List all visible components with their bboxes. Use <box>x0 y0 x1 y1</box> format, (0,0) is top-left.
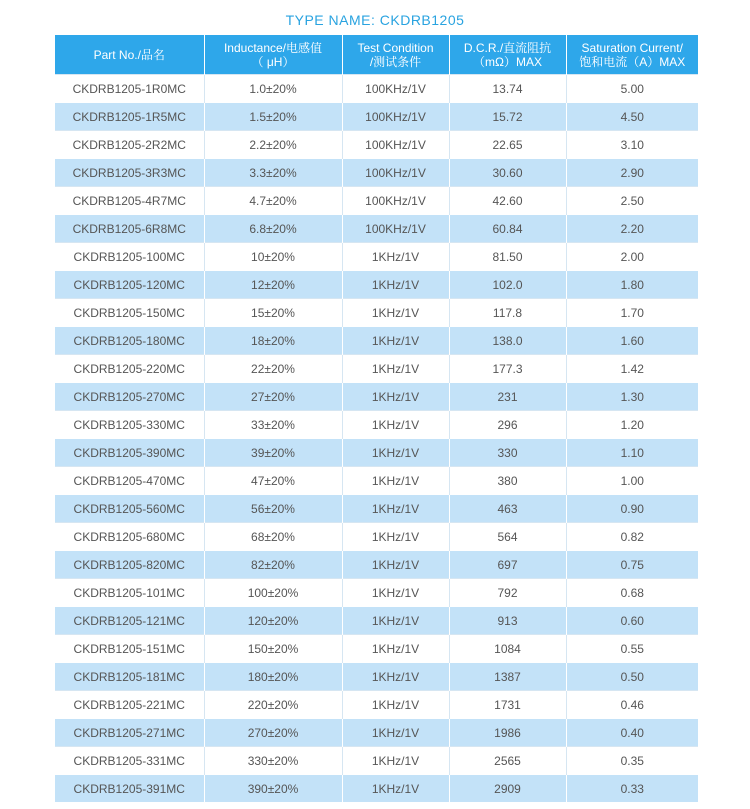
dcr-cell: 1084 <box>449 635 566 663</box>
test-condition-cell: 1KHz/1V <box>342 495 449 523</box>
saturation-current-cell: 0.82 <box>566 523 698 551</box>
table-row <box>55 327 698 355</box>
dcr-cell: 138.0 <box>449 327 566 355</box>
header-line: （mΩ）MAX <box>473 54 542 69</box>
header-test-condition <box>342 35 449 75</box>
dcr-cell: 296 <box>449 411 566 439</box>
inductance-cell: 120±20% <box>204 607 342 635</box>
dcr-cell: 1387 <box>449 663 566 691</box>
saturation-current-cell: 0.68 <box>566 579 698 607</box>
test-condition-cell: 1KHz/1V <box>342 411 449 439</box>
saturation-current-cell: 2.90 <box>566 159 698 187</box>
table-row <box>55 691 698 719</box>
test-condition-cell: 100KHz/1V <box>342 103 449 131</box>
test-condition-cell: 100KHz/1V <box>342 75 449 103</box>
dcr-cell: 2909 <box>449 775 566 803</box>
saturation-current-cell: 1.30 <box>566 383 698 411</box>
saturation-current-cell: 3.10 <box>566 131 698 159</box>
header-line: （ μH） <box>251 54 295 69</box>
dcr-cell: 15.72 <box>449 103 566 131</box>
test-condition-cell: 1KHz/1V <box>342 355 449 383</box>
dcr-cell: 22.65 <box>449 131 566 159</box>
dcr-cell: 330 <box>449 439 566 467</box>
spec-table <box>55 35 698 802</box>
test-condition-cell: 1KHz/1V <box>342 579 449 607</box>
part-no-cell: CKDRB1205-150MC <box>55 299 204 327</box>
page-title: TYPE NAME: CKDRB1205 <box>285 12 465 28</box>
part-no-cell: CKDRB1205-6R8MC <box>55 215 204 243</box>
inductance-cell: 3.3±20% <box>204 159 342 187</box>
dcr-cell: 564 <box>449 523 566 551</box>
test-condition-cell: 1KHz/1V <box>342 243 449 271</box>
header-line: D.C.R./直流阻抗 <box>463 40 552 55</box>
table-body <box>55 75 698 803</box>
table-row <box>55 467 698 495</box>
part-no-cell: CKDRB1205-820MC <box>55 551 204 579</box>
saturation-current-cell: 2.20 <box>566 215 698 243</box>
header-line: Saturation Current/ <box>581 40 683 55</box>
test-condition-cell: 100KHz/1V <box>342 131 449 159</box>
test-condition-cell: 100KHz/1V <box>342 159 449 187</box>
saturation-current-cell: 2.00 <box>566 243 698 271</box>
dcr-cell: 102.0 <box>449 271 566 299</box>
part-no-cell: CKDRB1205-680MC <box>55 523 204 551</box>
table-row <box>55 159 698 187</box>
dcr-cell: 60.84 <box>449 215 566 243</box>
saturation-current-cell: 0.55 <box>566 635 698 663</box>
test-condition-cell: 1KHz/1V <box>342 523 449 551</box>
part-no-cell: CKDRB1205-1R0MC <box>55 75 204 103</box>
header-inductance <box>204 35 342 75</box>
part-no-cell: CKDRB1205-4R7MC <box>55 187 204 215</box>
part-no-cell: CKDRB1205-151MC <box>55 635 204 663</box>
inductance-cell: 82±20% <box>204 551 342 579</box>
inductance-cell: 4.7±20% <box>204 187 342 215</box>
test-condition-cell: 1KHz/1V <box>342 271 449 299</box>
table-row <box>55 75 698 103</box>
test-condition-cell: 1KHz/1V <box>342 327 449 355</box>
table-row <box>55 635 698 663</box>
inductance-cell: 2.2±20% <box>204 131 342 159</box>
part-no-cell: CKDRB1205-2R2MC <box>55 131 204 159</box>
header-saturation-current <box>566 35 698 75</box>
saturation-current-cell: 1.00 <box>566 467 698 495</box>
test-condition-cell: 1KHz/1V <box>342 635 449 663</box>
test-condition-cell: 1KHz/1V <box>342 747 449 775</box>
inductance-cell: 270±20% <box>204 719 342 747</box>
inductance-cell: 68±20% <box>204 523 342 551</box>
part-no-cell: CKDRB1205-390MC <box>55 439 204 467</box>
test-condition-cell: 1KHz/1V <box>342 691 449 719</box>
saturation-current-cell: 4.50 <box>566 103 698 131</box>
part-no-cell: CKDRB1205-101MC <box>55 579 204 607</box>
table-row <box>55 607 698 635</box>
inductance-cell: 180±20% <box>204 663 342 691</box>
test-condition-cell: 1KHz/1V <box>342 383 449 411</box>
saturation-current-cell: 0.60 <box>566 607 698 635</box>
part-no-cell: CKDRB1205-1R5MC <box>55 103 204 131</box>
table-row <box>55 439 698 467</box>
inductance-cell: 56±20% <box>204 495 342 523</box>
table-row <box>55 719 698 747</box>
inductance-cell: 22±20% <box>204 355 342 383</box>
test-condition-cell: 1KHz/1V <box>342 299 449 327</box>
saturation-current-cell: 0.50 <box>566 663 698 691</box>
header-dcr <box>449 35 566 75</box>
saturation-current-cell: 0.46 <box>566 691 698 719</box>
saturation-current-cell: 0.75 <box>566 551 698 579</box>
part-no-cell: CKDRB1205-331MC <box>55 747 204 775</box>
saturation-current-cell: 0.35 <box>566 747 698 775</box>
table-row <box>55 411 698 439</box>
inductance-cell: 18±20% <box>204 327 342 355</box>
dcr-cell: 380 <box>449 467 566 495</box>
saturation-current-cell: 1.70 <box>566 299 698 327</box>
saturation-current-cell: 0.40 <box>566 719 698 747</box>
inductance-cell: 47±20% <box>204 467 342 495</box>
saturation-current-cell: 0.33 <box>566 775 698 803</box>
inductance-cell: 33±20% <box>204 411 342 439</box>
part-no-cell: CKDRB1205-120MC <box>55 271 204 299</box>
table-row <box>55 215 698 243</box>
test-condition-cell: 1KHz/1V <box>342 663 449 691</box>
test-condition-cell: 100KHz/1V <box>342 187 449 215</box>
saturation-current-cell: 5.00 <box>566 75 698 103</box>
test-condition-cell: 1KHz/1V <box>342 607 449 635</box>
inductance-cell: 6.8±20% <box>204 215 342 243</box>
saturation-current-cell: 1.10 <box>566 439 698 467</box>
part-no-cell: CKDRB1205-470MC <box>55 467 204 495</box>
test-condition-cell: 100KHz/1V <box>342 215 449 243</box>
inductance-cell: 39±20% <box>204 439 342 467</box>
dcr-cell: 913 <box>449 607 566 635</box>
part-no-cell: CKDRB1205-220MC <box>55 355 204 383</box>
header-row <box>55 35 698 75</box>
test-condition-cell: 1KHz/1V <box>342 775 449 803</box>
test-condition-cell: 1KHz/1V <box>342 719 449 747</box>
dcr-cell: 117.8 <box>449 299 566 327</box>
header-line: /测试条件 <box>369 54 422 69</box>
part-no-cell: CKDRB1205-100MC <box>55 243 204 271</box>
inductance-cell: 1.5±20% <box>204 103 342 131</box>
header-line: Part No./品名 <box>93 47 165 62</box>
table-header <box>55 35 698 75</box>
table-row <box>55 495 698 523</box>
part-no-cell: CKDRB1205-180MC <box>55 327 204 355</box>
part-no-cell: CKDRB1205-270MC <box>55 383 204 411</box>
part-no-cell: CKDRB1205-271MC <box>55 719 204 747</box>
table-row <box>55 747 698 775</box>
table-row <box>55 103 698 131</box>
dcr-cell: 463 <box>449 495 566 523</box>
table-row <box>55 383 698 411</box>
table-row <box>55 243 698 271</box>
table-row <box>55 551 698 579</box>
test-condition-cell: 1KHz/1V <box>342 551 449 579</box>
table-row <box>55 579 698 607</box>
inductance-cell: 12±20% <box>204 271 342 299</box>
test-condition-cell: 1KHz/1V <box>342 439 449 467</box>
dcr-cell: 81.50 <box>449 243 566 271</box>
part-no-cell: CKDRB1205-391MC <box>55 775 204 803</box>
inductance-cell: 330±20% <box>204 747 342 775</box>
inductance-cell: 390±20% <box>204 775 342 803</box>
table-row <box>55 355 698 383</box>
table-row <box>55 663 698 691</box>
dcr-cell: 1731 <box>449 691 566 719</box>
dcr-cell: 697 <box>449 551 566 579</box>
table-row <box>55 271 698 299</box>
inductance-cell: 27±20% <box>204 383 342 411</box>
dcr-cell: 2565 <box>449 747 566 775</box>
header-part-no <box>55 35 204 75</box>
header-line: Inductance/电感值 <box>223 40 323 55</box>
part-no-cell: CKDRB1205-121MC <box>55 607 204 635</box>
inductance-cell: 220±20% <box>204 691 342 719</box>
saturation-current-cell: 2.50 <box>566 187 698 215</box>
dcr-cell: 42.60 <box>449 187 566 215</box>
header-line: Test Condition <box>357 40 434 55</box>
test-condition-cell: 1KHz/1V <box>342 467 449 495</box>
saturation-current-cell: 1.20 <box>566 411 698 439</box>
table-row <box>55 187 698 215</box>
inductance-cell: 100±20% <box>204 579 342 607</box>
saturation-current-cell: 1.60 <box>566 327 698 355</box>
table-row <box>55 131 698 159</box>
dcr-cell: 177.3 <box>449 355 566 383</box>
dcr-cell: 792 <box>449 579 566 607</box>
table-row <box>55 775 698 803</box>
part-no-cell: CKDRB1205-3R3MC <box>55 159 204 187</box>
part-no-cell: CKDRB1205-560MC <box>55 495 204 523</box>
saturation-current-cell: 0.90 <box>566 495 698 523</box>
part-no-cell: CKDRB1205-181MC <box>55 663 204 691</box>
inductance-cell: 15±20% <box>204 299 342 327</box>
dcr-cell: 231 <box>449 383 566 411</box>
saturation-current-cell: 1.80 <box>566 271 698 299</box>
table-row <box>55 299 698 327</box>
dcr-cell: 13.74 <box>449 75 566 103</box>
inductance-cell: 10±20% <box>204 243 342 271</box>
table-row <box>55 523 698 551</box>
inductance-cell: 1.0±20% <box>204 75 342 103</box>
inductance-cell: 150±20% <box>204 635 342 663</box>
header-line: 饱和电流（A）MAX <box>579 54 686 69</box>
part-no-cell: CKDRB1205-330MC <box>55 411 204 439</box>
part-no-cell: CKDRB1205-221MC <box>55 691 204 719</box>
dcr-cell: 1986 <box>449 719 566 747</box>
saturation-current-cell: 1.42 <box>566 355 698 383</box>
dcr-cell: 30.60 <box>449 159 566 187</box>
